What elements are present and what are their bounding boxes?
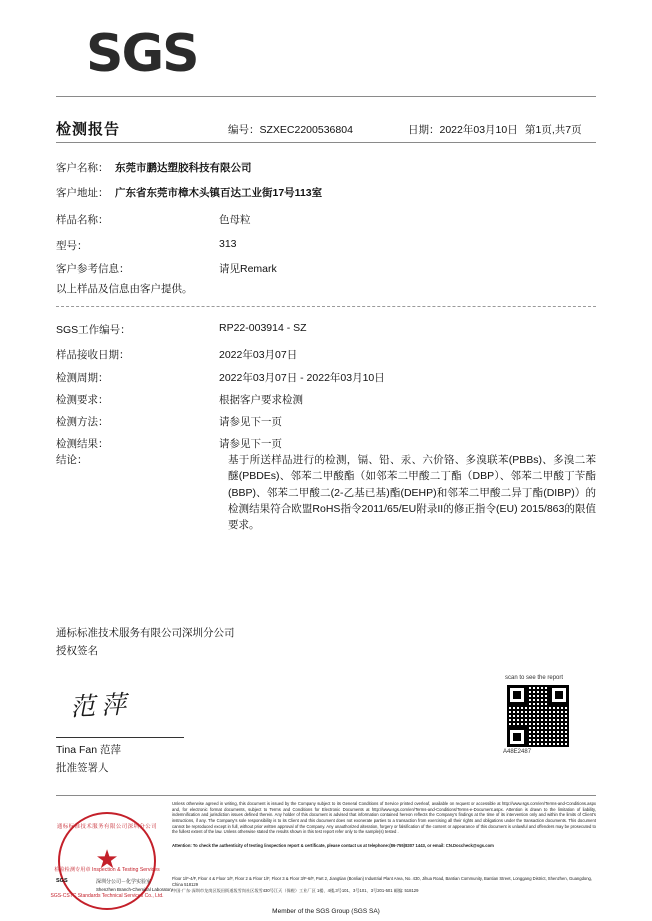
job-no-label: SGS工作编号： [56, 324, 131, 336]
sample-model-value: 313 [219, 238, 237, 250]
sample-note: 以上样品及信息由客户提供。 [56, 283, 193, 295]
qr-finder-icon [549, 685, 569, 705]
sample-model-label: 型号： [56, 240, 88, 252]
footer-divider [56, 795, 596, 796]
signatory-role: 批准签署人 [56, 762, 109, 774]
test-requirement-label: 检测要求： [56, 394, 109, 406]
test-period-label: 检测周期： [56, 372, 109, 384]
received-date-label: 样品接收日期： [56, 349, 130, 361]
footer-sgs-mark: SGS [56, 878, 68, 884]
test-period-value: 2022年03月07日 - 2022年03月10日 [219, 372, 385, 384]
customer-name-label: 客户名称： [56, 162, 109, 174]
seal-top-text: 通标标准技术服务有限公司深圳分公司 [56, 824, 158, 830]
footer-attention: Attention: To check the authenticity of testing /inspection report & certificate, please contact us at telephone:(86-755)8307 1443, or email: CN.Doccheck@sgs.com [172, 843, 494, 848]
sample-name-value: 色母粒 [219, 214, 251, 226]
test-result-label: 检测结果： [56, 438, 109, 450]
footer-address-en: Floor 1/F-4/F, Floor 4 & Floor 1/F, Floor 2 & Floor 1/F, Floor 3 & Floor 3/F-6/F, Part 2, Jiangtian (Bonlian) Industrial Plant Area, No. 430, Jihua Road, Bantian Community, Bantian Street, Longgang District, Shenzhen, Guangdong, China 518129 [172, 876, 593, 887]
star-icon: ★ [95, 843, 119, 874]
sample-reference-label: 客户参考信息： [56, 263, 130, 275]
lab-name-cn: 深圳分公司－化学实验室 [96, 879, 152, 885]
qr-finder-icon [507, 685, 527, 705]
footer-member: Member of the SGS Group (SGS SA) [272, 908, 380, 915]
report-date: 日期：2022年03月10日 [408, 124, 518, 136]
test-method-label: 检测方法： [56, 416, 109, 428]
customer-name-value: 东莞市鹏达塑胶科技有限公司 [115, 162, 252, 174]
qr-code[interactable] [505, 683, 571, 749]
title-divider [56, 142, 596, 143]
qr-caption: scan to see the report [505, 675, 564, 681]
test-method-value: 请参见下一页 [219, 416, 282, 428]
received-date-value: 2022年03月07日 [219, 349, 298, 361]
customer-address-label: 客户地址： [56, 187, 109, 199]
sample-reference-value: 请见Remark [219, 263, 277, 275]
page-title: 检测报告 [56, 121, 121, 138]
conclusion-text: 基于所送样品进行的检测，镉、铅、汞、六价铬、多溴联苯(PBBs)、多溴二苯醚(PBDEs)、邻苯二甲酸酯（如邻苯二甲酸二丁酯（DBP）、邻苯二甲酸丁苄酯(BBP)、邻苯二甲酸二(2-乙基已基)酯(DEHP)和邻苯二甲酸二异丁酯(DIBP)）的检测结果符合欧盟RoHS指令2011/65/EU附录II的修正指令(EU) 2015/863的限值要求。 [228, 454, 596, 532]
handwritten-signature: 范萍 [69, 689, 133, 722]
qr-code-label: A48E2487 [503, 749, 532, 755]
company-seal [50, 812, 164, 910]
section-divider-upper [56, 306, 596, 307]
signature-line [56, 737, 184, 738]
footer-address-cn: 中国·广东·深圳市龙岗区坂田街道坂雪岗社区坂雪430号江天（保税）工业厂区 1楼、4楼,3号101、3号101、3号201-501 邮编: 518129 [172, 888, 419, 893]
customer-address-value: 广东省东莞市樟木头镇百达工业街17号113室 [115, 187, 323, 199]
authorized-signature-label: 授权签名 [56, 645, 98, 657]
test-requirement-value: 根据客户要求检测 [219, 394, 303, 406]
footer-terms: Unless otherwise agreed in writing, this document is issued by the Company subject to its General Conditions of Service printed overleaf, available on request or accessible at http://www.sgs.com/en/Terms-and-Conditions.aspx and, for electronic format documents, subject to Terms and Conditions for Electronic Documents at http://www.sgs.com/en/Terms-and-Conditions/Terms-e-Document.aspx. Attention is drawn to the limitation of liability, indemnification and jurisdiction issues defined therein. Any holder of this document is advised that information contained hereon reflects the Company's findings at the time of its intervention only and within the limits of Client's instructions, if any. The Company's sole responsibility is to its Client and this document does not exonerate parties to a transaction from exercising all their rights and obligations under the transaction documents. This document cannot be reproduced except in full, without prior written approval of the Company. Any unauthorized alteration, forgery or falsification of the content or appearance of this document is unlawful and offenders may be prosecuted to the fullest extent of the law. Unless otherwise stated the results shown in this test report refer only to the sample(s) tested . [172, 801, 596, 835]
report-number: 编号：SZXEC2200536804 [228, 124, 353, 136]
job-no-value: RP22-003914 - SZ [219, 322, 307, 334]
test-result-value: 请参见下一页 [219, 438, 282, 450]
issuing-company: 通标标准技术服务有限公司深圳分公司 [56, 627, 235, 639]
seal-mid-text: 检验检测专用章 Inspection & Testing Services [54, 867, 160, 873]
sgs-logo: SGS [86, 24, 198, 84]
qr-finder-icon [507, 727, 527, 747]
header-divider [56, 96, 596, 97]
seal-bottom-text: SGS-CSTC Standards Technical Services Co., Ltd. [50, 893, 164, 899]
signatory-name: Tina Fan 范萍 [56, 744, 121, 756]
page-count: 第1页,共7页 [525, 124, 582, 136]
sample-name-label: 样品名称： [56, 214, 109, 226]
conclusion-label: 结论： [56, 454, 88, 466]
lab-name-en: Shenzhen Branch-Chemical Laboratory [96, 887, 173, 892]
